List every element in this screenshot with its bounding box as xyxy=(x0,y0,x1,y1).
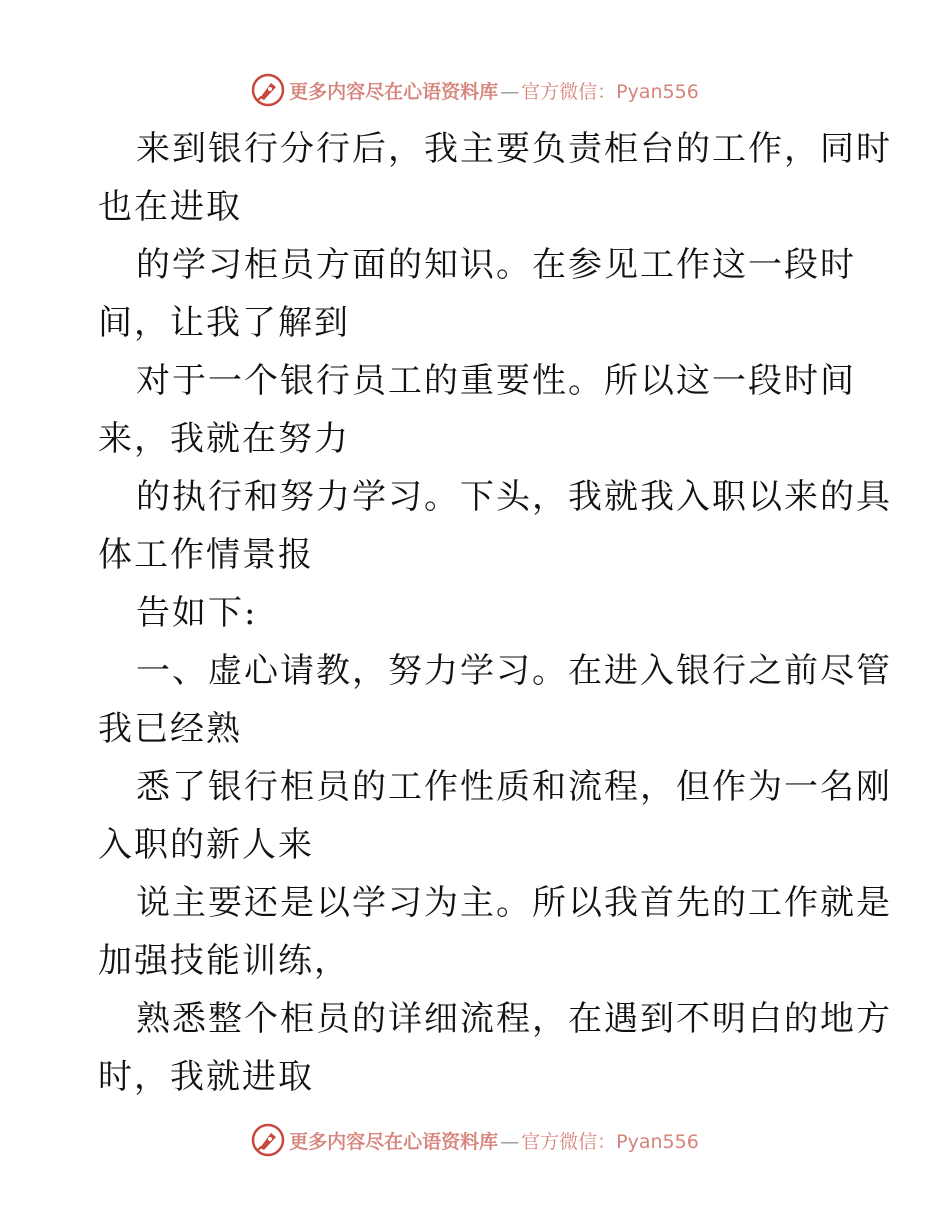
pen-nib-logo-icon xyxy=(251,1123,285,1157)
text-line: 时，我就进取 xyxy=(98,1057,314,1097)
text-line: 也在进取 xyxy=(98,187,242,227)
text-line: 的执行和努力学习。下头，我就我入职以来的具 xyxy=(136,477,892,517)
watermark-text: 更多内容尽在心语资料库 — 官方微信：Pyan556 xyxy=(289,80,699,103)
text-line: 我已经熟 xyxy=(98,709,242,749)
text-line: 一、虚心请教，努力学习。在进入银行之前尽管 xyxy=(136,651,892,691)
text-line: 熟悉整个柜员的详细流程，在遇到不明白的地方 xyxy=(136,999,892,1039)
text-line: 间，让我了解到 xyxy=(98,303,350,343)
text-line: 对于一个银行员工的重要性。所以这一段时间 xyxy=(136,361,856,401)
text-line: 悉了银行柜员的工作性质和流程，但作为一名刚 xyxy=(136,767,892,807)
text-line: 来到银行分行后，我主要负责柜台的工作，同时 xyxy=(136,129,892,169)
text-line: 的学习柜员方面的知识。在参见工作这一段时 xyxy=(136,245,856,285)
text-line: 加强技能训练， xyxy=(98,941,350,981)
text-line: 告如下: xyxy=(136,593,258,633)
document-body xyxy=(98,120,892,1106)
header-watermark xyxy=(0,70,950,110)
text-line: 入职的新人来 xyxy=(98,825,314,865)
text-line: 说主要还是以学习为主。所以我首先的工作就是 xyxy=(136,883,892,923)
text-line: 体工作情景报 xyxy=(98,535,314,575)
pen-nib-logo-icon xyxy=(251,73,285,107)
text-line: 来，我就在努力 xyxy=(98,419,350,459)
watermark-text: 更多内容尽在心语资料库 — 官方微信：Pyan556 xyxy=(289,1130,699,1153)
footer-watermark xyxy=(0,1120,950,1160)
